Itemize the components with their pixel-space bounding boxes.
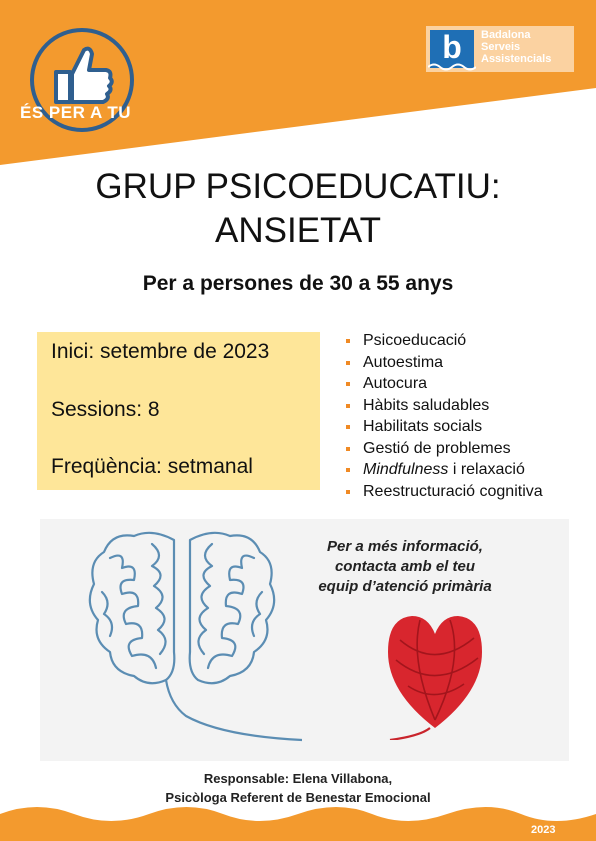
contact-line-1: Per a més informació,: [327, 538, 483, 555]
logo-text: ÉS PER A TU: [20, 103, 131, 122]
topic-item: [346, 459, 543, 481]
brand-line-2: Serveis: [481, 41, 521, 53]
brand-line-1: Badalona: [481, 29, 531, 41]
topic-item: Habilitats socials: [346, 416, 543, 438]
topic-item: Gestió de problemes: [346, 438, 543, 460]
footer-band: [0, 800, 596, 841]
brand-name: [481, 29, 551, 65]
topic-mindfulness: Mindfulness: [363, 461, 449, 478]
contact-line-3: equip d’atenció primària: [318, 578, 492, 595]
wave-icon: [428, 62, 476, 72]
topics-list: [346, 330, 543, 502]
topic-item: Reestructuració cognitiva: [346, 481, 543, 503]
frequency: Freqüència: setmanal: [51, 455, 253, 478]
contact-line-2: contacta amb el teu: [334, 558, 476, 575]
brand-line-3: Assistencials: [481, 53, 552, 65]
sessions-count: Sessions: 8: [51, 398, 160, 421]
topic-item: Hàbits saludables: [346, 395, 543, 417]
year-label: 2023: [531, 824, 556, 836]
brand-mark: b: [430, 30, 474, 68]
brain-yarn-illustration: [82, 522, 302, 752]
responsible-line-1: Responsable: Elena Villabona,: [203, 771, 393, 786]
topic-suffix: i relaxació: [448, 461, 525, 478]
page-title-line-2: ANSIETAT: [215, 211, 381, 250]
topic-item: Autoestima: [346, 352, 543, 374]
topic-item: Psicoeducació: [346, 330, 543, 352]
page-title-line-1: GRUP PSICOEDUCATIU:: [95, 167, 501, 206]
heart-yarn-illustration: [380, 600, 490, 740]
topic-item: Autocura: [346, 373, 543, 395]
start-date: Inici: setembre de 2023: [51, 340, 270, 363]
responsible-line-2: Psicòloga Referent de Benestar Emocional: [165, 790, 431, 805]
contact-note: [290, 537, 520, 597]
subtitle: Per a persones de 30 a 55 anys: [142, 272, 454, 295]
